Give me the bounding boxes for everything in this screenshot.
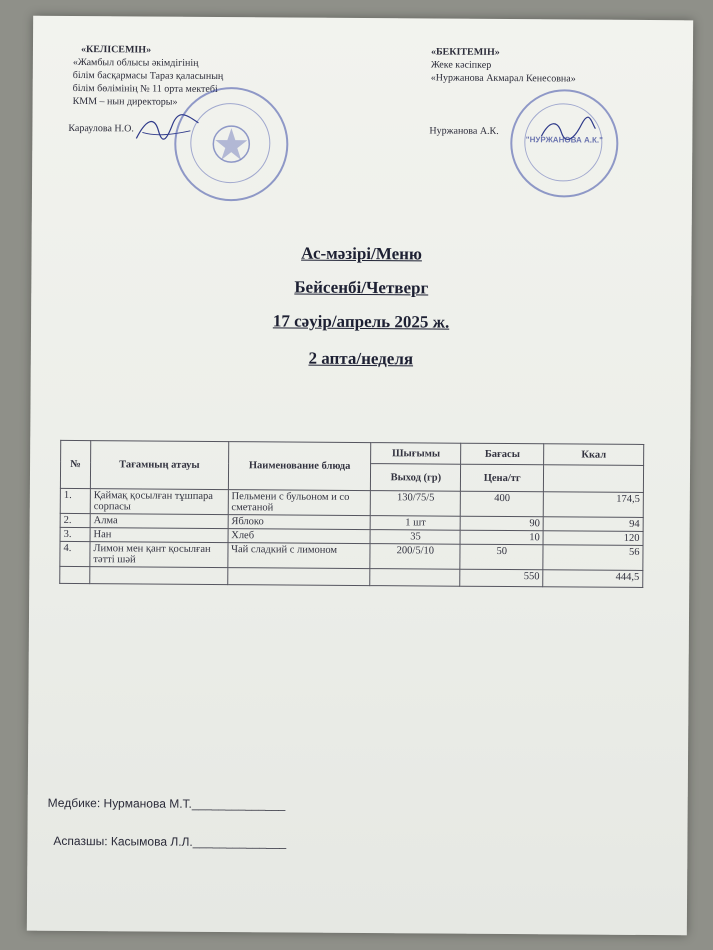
row-output: 35 — [370, 530, 460, 545]
row-num: 1. — [60, 488, 90, 513]
approval-left-line: КММ – нын директоры» — [72, 95, 178, 108]
row-kcal: 94 — [543, 517, 643, 532]
row-price: 90 — [460, 516, 543, 531]
header-name-kz: Тағамның атауы — [90, 441, 228, 490]
page-subtitle-day: Бейсенбі/Четверг — [294, 277, 429, 298]
header-output: Шығымы — [371, 443, 461, 465]
row-name-ru: Чай сладкий с лимоном — [228, 543, 371, 569]
row-num: 4. — [60, 541, 90, 566]
stamp-right-icon — [510, 89, 619, 198]
row-price: 400 — [461, 491, 544, 517]
approval-left-signer: Караулова Н.О. — [68, 122, 134, 135]
row-price: 10 — [460, 530, 543, 545]
header-kcal-sub — [544, 465, 644, 493]
page-title: Ас-мәзірі/Меню — [301, 243, 423, 264]
stamp-left-icon — [174, 87, 289, 202]
page-subtitle-week: 2 апта/неделя — [308, 348, 414, 369]
row-kcal: 174,5 — [543, 492, 643, 518]
table-total-row — [60, 566, 643, 587]
header-kcal: Ккал — [544, 444, 644, 466]
header-name-ru: Наименование блюда — [228, 442, 371, 491]
nurse-signature-line: Медбике: Нурманова М.Т.______________ — [47, 795, 286, 812]
approval-right-line: Жеке кәсіпкер — [430, 59, 492, 71]
header-price-sub: Цена/тг — [461, 464, 544, 492]
row-output: 200/5/10 — [370, 544, 460, 570]
row-num: 3. — [60, 527, 90, 541]
header-output-sub: Выход (гр) — [371, 464, 461, 492]
row-name-kz: Лимон мен қант қосылған тәтті шәй — [90, 542, 228, 568]
approval-left-line: білім басқармасы Тараз қаласының — [72, 69, 224, 83]
menu-table — [59, 440, 644, 588]
header-price: Бағасы — [461, 443, 544, 465]
approval-right-signer: Нуржанова А.К. — [429, 125, 499, 137]
approval-left-title: «КЕЛІСЕМІН» — [80, 44, 152, 56]
table-header-row — [61, 440, 644, 465]
row-kcal: 120 — [543, 531, 643, 546]
row-name-ru: Хлеб — [228, 529, 371, 544]
header-num: № — [60, 440, 90, 488]
row-name-kz: Нан — [90, 528, 228, 543]
approval-left-line: білім бөлімінің № 11 орта мектебі — [72, 82, 218, 95]
row-output: 1 шт — [371, 516, 461, 531]
stamp-right-label: "НУРЖАНОВА А.К." — [525, 135, 603, 145]
row-name-ru: Яблоко — [228, 515, 371, 530]
row-name-kz: Алма — [90, 514, 228, 529]
total-kcal: 444,5 — [543, 570, 643, 588]
row-price: 50 — [460, 544, 543, 570]
row-num: 2. — [60, 513, 90, 527]
approval-left-line: «Жамбыл облысы әкімдігінің — [72, 56, 199, 69]
row-kcal: 56 — [543, 545, 643, 571]
row-output: 130/75/5 — [371, 491, 461, 517]
row-name-ru: Пельмени с бульоном и со сметаной — [228, 490, 371, 516]
page-subtitle-date: 17 сәуір/апрель 2025 ж. — [272, 311, 450, 332]
cook-signature-line: Аспазшы: Касымова Л.Л.______________ — [53, 833, 287, 850]
row-name-kz: Қаймақ қосылған тұшпара сорпасы — [90, 489, 228, 515]
approval-right-line: «Нуржанова Акмарал Кенесовна» — [430, 72, 576, 85]
approval-right-title: «БЕКІТЕМІН» — [430, 46, 500, 58]
total-price: 550 — [460, 569, 543, 587]
document-page — [27, 16, 693, 936]
